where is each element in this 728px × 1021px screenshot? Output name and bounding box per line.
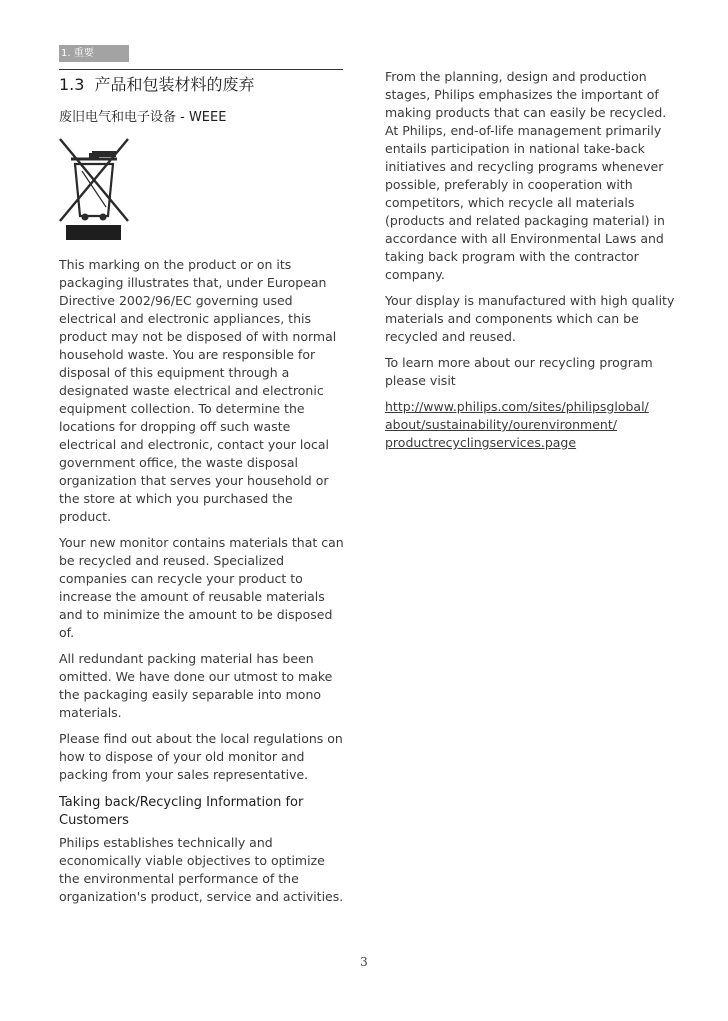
chapter-tab: 1. 重要	[59, 45, 129, 62]
section-title-text: 产品和包装材料的废弃	[94, 75, 255, 94]
left-column	[59, 256, 347, 914]
packaging-paragraph: All redundant packing material has been omitted. We have done our utmost to make the packaging easily separable into mono materials.	[59, 651, 333, 720]
section-number: 1.3	[59, 75, 85, 94]
right-column	[385, 68, 675, 460]
learn-more-paragraph: To learn more about our recycling program please visit	[385, 355, 653, 388]
regulations-paragraph: Please find out about the local regulations on how to dispose of your old monitor and packing from your sales representative.	[59, 731, 343, 782]
recycling-link-line-3[interactable]: productrecyclingservices.page	[385, 435, 577, 450]
objectives-paragraph: Philips establishes technically and economically viable objectives to optimize the environmental performance of the organization's product, service and activities.	[59, 835, 344, 904]
weee-paragraph: This marking on the product or on its packaging illustrates that, under European Directive 2002/96/EC governing used electrical and electronic appliances, this product may not be disposed of with normal household waste. You are responsible for disposal of this equipment through a designated waste electrical and electronic equipment collection. To determine the locations for dropping off such waste electrical and electronic, contact your local government office, the waste disposal organization that serves your household or the store at which you purchased the product.	[59, 257, 337, 524]
materials-paragraph: Your display is manufactured with high quality materials and components which can be recycled and reused.	[385, 293, 675, 344]
take-back-heading: Taking back/Recycling Information for Customers	[59, 795, 304, 828]
recycle-paragraph: Your new monitor contains materials that can be recycled and reused. Specialized companies can recycle your product to increase the amount of reusable materials and to minimize the amount to be disposed of.	[59, 535, 344, 640]
recycling-link-line-2[interactable]: about/sustainability/ourenvironment/	[385, 417, 617, 432]
recycling-link-line-1[interactable]: http://www.philips.com/sites/philipsglobal/	[385, 399, 649, 414]
crossed-out-wheelie-bin-icon	[58, 137, 130, 247]
weee-subheading: 废旧电气和电子设备 - WEEE	[59, 110, 227, 125]
planning-paragraph: From the planning, design and production stages, Philips emphasizes the important of making products that can easily be recycled. At Philips, end-of-life management primarily entails participation in national take-back initiatives and recycling programs whenever possible, preferably in cooperation with competitors, which recycle all materials (products and related packaging material) in accordance with all Environmental Laws and taking back program with the contractor company.	[385, 69, 667, 282]
page-number: 3	[360, 955, 368, 969]
section-title	[59, 69, 343, 95]
recycling-link[interactable]	[385, 398, 675, 452]
